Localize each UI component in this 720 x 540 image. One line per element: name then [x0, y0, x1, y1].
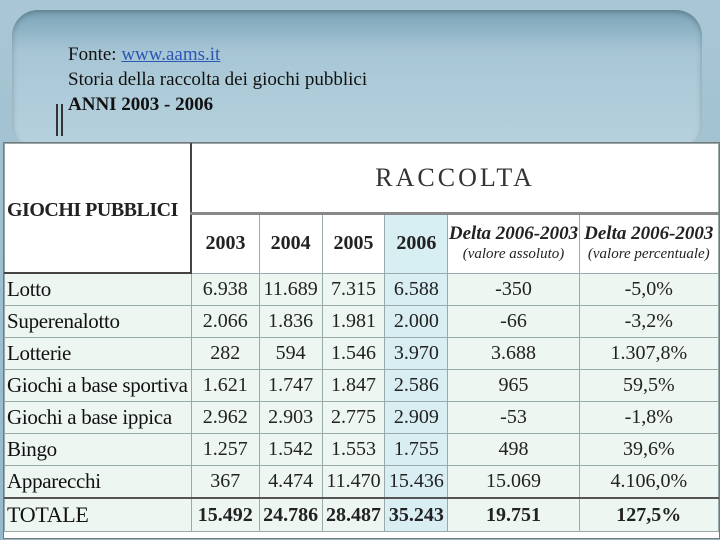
corner-label: GIOCHI PUBBLICI — [7, 198, 178, 221]
cell-2006: 6.588 — [385, 273, 448, 306]
total-label: TOTALE — [5, 498, 192, 532]
year-header-2006: 2006 — [385, 214, 448, 273]
cell-2006: 3.970 — [385, 338, 448, 370]
data-table — [4, 143, 719, 532]
total-delta-abs: 19.751 — [448, 498, 579, 532]
total-2006: 35.243 — [385, 498, 448, 532]
cell-delta-pct: -3,2% — [579, 306, 718, 338]
cell-2006: 2.909 — [385, 402, 448, 434]
cell-2005: 7.315 — [322, 273, 385, 306]
row-label: Apparecchi — [5, 466, 192, 499]
cell-2006: 1.755 — [385, 434, 448, 466]
cell-delta-pct: 4.106,0% — [579, 466, 718, 499]
total-2003: 15.492 — [191, 498, 259, 532]
delta-abs-title: Delta 2006-2003 — [448, 222, 579, 244]
delta-pct-subtitle: (valore percentuale) — [587, 245, 710, 262]
cell-2003: 1.621 — [191, 370, 259, 402]
table-row — [5, 338, 719, 370]
cell-delta-abs: 3.688 — [448, 338, 579, 370]
row-label: Bingo — [5, 434, 192, 466]
years-line: ANNI 2003 - 2006 — [68, 94, 214, 115]
year-header-2005: 2005 — [322, 214, 385, 273]
cell-2004: 11.689 — [259, 273, 322, 306]
cell-delta-pct: -1,8% — [579, 402, 718, 434]
table-row — [5, 434, 719, 466]
cell-delta-pct: -5,0% — [579, 273, 718, 306]
row-label: Giochi a base sportiva — [5, 370, 192, 402]
cell-2004: 1.542 — [259, 434, 322, 466]
cell-delta-pct: 1.307,8% — [579, 338, 718, 370]
cell-2003: 6.938 — [191, 273, 259, 306]
cell-delta-abs: -66 — [448, 306, 579, 338]
data-table-container — [3, 142, 720, 539]
cell-2004: 594 — [259, 338, 322, 370]
total-delta-pct: 127,5% — [579, 498, 718, 532]
row-label: Superenalotto — [5, 306, 192, 338]
cell-2006: 2.586 — [385, 370, 448, 402]
cell-2005: 1.553 — [322, 434, 385, 466]
cell-2005: 2.775 — [322, 402, 385, 434]
year-header-2004: 2004 — [259, 214, 322, 273]
cell-2003: 2.962 — [191, 402, 259, 434]
subtitle-line: Storia della raccolta dei giochi pubblici — [68, 69, 368, 90]
delta-pct-title: Delta 2006-2003 — [584, 222, 714, 244]
source-link[interactable]: www.aams.it — [121, 44, 221, 65]
cell-2005: 1.981 — [322, 306, 385, 338]
cell-delta-pct: 39,6% — [579, 434, 718, 466]
source-prefix: Fonte: — [68, 44, 122, 65]
cell-2004: 1.836 — [259, 306, 322, 338]
cell-delta-pct: 59,5% — [579, 370, 718, 402]
total-row — [5, 498, 719, 532]
total-2005: 28.487 — [322, 498, 385, 532]
header-text — [68, 42, 367, 117]
cell-2003: 367 — [191, 466, 259, 499]
cell-2004: 2.903 — [259, 402, 322, 434]
source-line — [68, 42, 367, 67]
group-header: RACCOLTA — [191, 144, 718, 214]
row-label: Lotto — [5, 273, 192, 306]
delta-abs-header — [448, 214, 579, 273]
total-2004: 24.786 — [259, 498, 322, 532]
corner-header — [5, 144, 192, 274]
table-row — [5, 370, 719, 402]
header-bar-decoration — [56, 104, 63, 136]
cell-2003: 2.066 — [191, 306, 259, 338]
cell-2006: 2.000 — [385, 306, 448, 338]
cell-delta-abs: -350 — [448, 273, 579, 306]
table-row — [5, 273, 719, 306]
delta-abs-subtitle: (valore assoluto) — [462, 245, 565, 262]
cell-delta-abs: 965 — [448, 370, 579, 402]
delta-pct-header — [579, 214, 718, 273]
cell-delta-abs: 498 — [448, 434, 579, 466]
cell-2005: 1.847 — [322, 370, 385, 402]
cell-delta-abs: -53 — [448, 402, 579, 434]
cell-2003: 282 — [191, 338, 259, 370]
cell-delta-abs: 15.069 — [448, 466, 579, 499]
cell-2003: 1.257 — [191, 434, 259, 466]
table-row — [5, 402, 719, 434]
cell-2004: 1.747 — [259, 370, 322, 402]
cell-2005: 11.470 — [322, 466, 385, 499]
table-row — [5, 306, 719, 338]
row-label: Giochi a base ippica — [5, 402, 192, 434]
cell-2004: 4.474 — [259, 466, 322, 499]
cell-2006: 15.436 — [385, 466, 448, 499]
row-label: Lotterie — [5, 338, 192, 370]
cell-2005: 1.546 — [322, 338, 385, 370]
year-header-2003: 2003 — [191, 214, 259, 273]
table-row — [5, 466, 719, 499]
